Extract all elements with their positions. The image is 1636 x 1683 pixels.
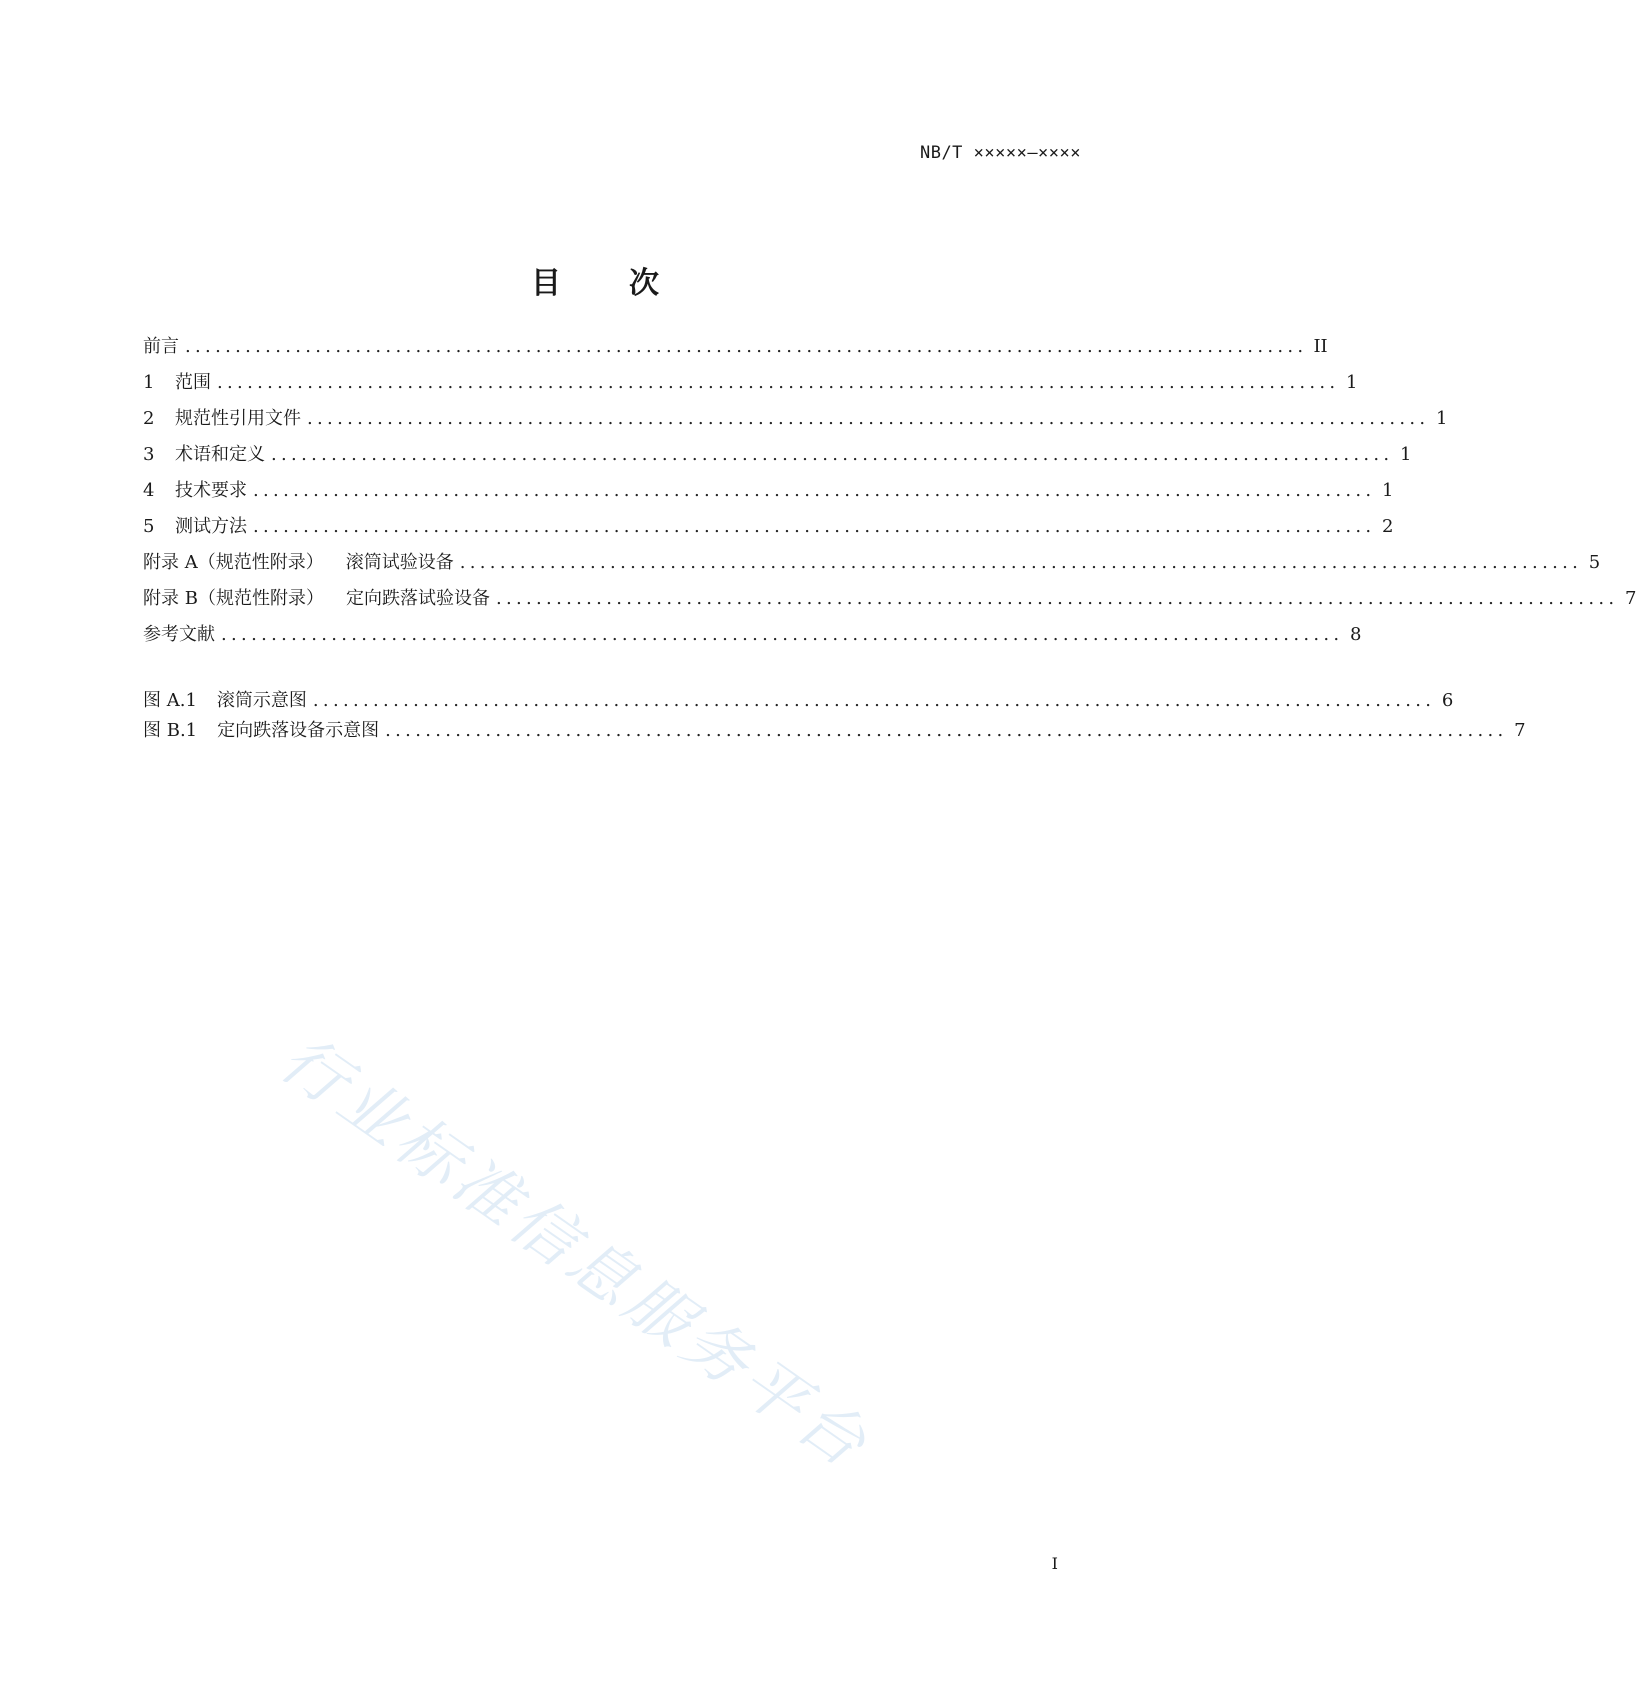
toc-leader-dots: ................................................................................................................ (271, 444, 1394, 465)
toc-leader-dots: ................................................................................................................ (459, 552, 1583, 573)
toc-entry-annex-a[interactable] (143, 552, 1601, 574)
toc-entry-terms[interactable] (143, 444, 1412, 466)
toc-entry-page: 1 (1435, 408, 1448, 429)
toc-entry-number: 1 (143, 372, 155, 393)
watermark-text: 行业标准信息服务平台 (266, 1022, 883, 1485)
figure-entry-title: 定向跌落设备示意图 (217, 720, 380, 741)
figure-entry-label: 图 A.1 (143, 690, 197, 711)
toc-leader-dots: ................................................................................................................ (495, 588, 1619, 609)
figure-entry-b1[interactable] (143, 720, 1526, 742)
toc-entry-page: 1 (1399, 444, 1412, 465)
toc-entry-annex-b[interactable] (143, 588, 1636, 610)
toc-entry-page: 2 (1381, 516, 1394, 537)
toc-entry-number: 4 (143, 480, 155, 501)
figure-entry-title: 滚筒示意图 (216, 690, 307, 711)
figure-entry-page: 6 (1441, 690, 1454, 711)
toc-entry-test-methods[interactable] (143, 516, 1394, 538)
toc-entry-page: II (1313, 336, 1328, 357)
toc-entry-number: 2 (143, 408, 155, 429)
toc-entry-page: 1 (1381, 480, 1394, 501)
toc-entry-subtitle: 滚筒试验设备 (345, 552, 454, 573)
toc-entry-label: 规范性引用文件 (175, 408, 301, 429)
toc-entry-number: 3 (143, 444, 155, 465)
toc-leader-dots: ................................................................................................................ (217, 372, 1340, 393)
toc-entry-bibliography[interactable] (143, 624, 1362, 646)
toc-entry-page: 8 (1349, 624, 1362, 645)
toc-entry-page: 7 (1624, 588, 1636, 609)
toc-leader-dots: ................................................................................................................ (253, 480, 1376, 501)
title-char-1: 目 (531, 266, 561, 301)
page-number: I (1051, 1554, 1058, 1573)
toc-entry-label: 前言 (143, 336, 179, 357)
toc-entry-page: 5 (1588, 552, 1601, 573)
toc-leader-dots: ................................................................................................................ (307, 408, 1430, 429)
toc-leader-dots: ................................................................................................................ (253, 516, 1376, 537)
toc-leader-dots: ................................................................................................................ (312, 690, 1436, 711)
toc-entry-page: 1 (1345, 372, 1358, 393)
toc-entry-subtitle: 定向跌落试验设备 (345, 588, 490, 609)
toc-entry-label: 附录 A（规范性附录） (143, 552, 324, 573)
toc-entry-label: 参考文献 (143, 624, 215, 645)
toc-entry-foreword[interactable] (143, 336, 1328, 358)
toc-entry-number: 5 (143, 516, 155, 537)
figure-entry-page: 7 (1514, 720, 1526, 741)
page-title (0, 258, 1190, 302)
toc-entry-label: 术语和定义 (175, 444, 265, 465)
toc-leader-dots: ................................................................................................................ (185, 336, 1308, 357)
toc-entry-label: 技术要求 (175, 480, 247, 501)
toc-entry-normative-references[interactable] (143, 408, 1448, 430)
toc-entry-scope[interactable] (143, 372, 1358, 394)
standard-code: NB/T ×××××—×××× (919, 143, 1081, 163)
toc-entry-label: 测试方法 (175, 516, 247, 537)
figure-entry-a1[interactable] (143, 690, 1454, 712)
toc-entry-label: 附录 B（规范性附录） (143, 588, 324, 609)
toc-entry-label: 范围 (175, 372, 211, 393)
title-char-2: 次 (629, 266, 659, 301)
figure-entry-label: 图 B.1 (143, 720, 198, 741)
toc-entry-technical-requirements[interactable] (143, 480, 1394, 502)
toc-leader-dots: ................................................................................................................ (221, 624, 1344, 645)
toc-leader-dots: ................................................................................................................ (385, 720, 1508, 741)
